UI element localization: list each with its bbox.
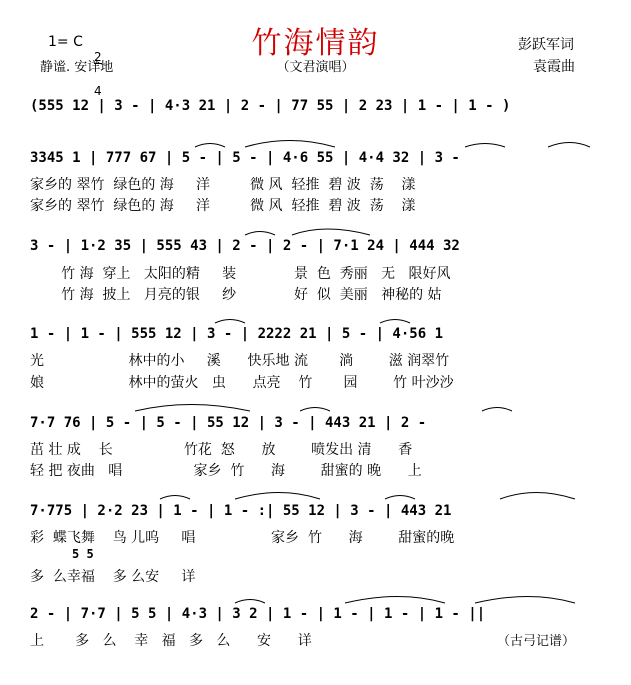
notation-line-4: 1 - | 1 - | 555 12 | 3 - | 2222 21 | 5 - | 4·56 1 (30, 326, 444, 342)
lyric-line-7-verse-1: 上 多 么 幸 福 多 么 安 详 (30, 633, 312, 649)
lyric-line-3-verse-1: 竹 海 穿上 太阳的精 装 景 色 秀丽 无 限好风 (30, 266, 451, 282)
lyric-line-3-verse-2: 竹 海 披上 月亮的银 纱 好 似 美丽 神秘的 姑 (30, 287, 442, 303)
lyric-line-2-verse-1: 家乡的 翠竹 绿色的 海 洋 微 风 轻推 碧 波 荡 漾 (30, 177, 416, 193)
notation-line-7: 2 - | 7·7 | 5 5 | 4·3 | 3 2 | 1 - | 1 - | 1 - | 1 - || (30, 606, 486, 622)
notation-line-3: 3 - | 1·2 35 | 555 43 | 2 - | 2 - | 7·1 24 | 444 32 (30, 238, 460, 254)
variant-notes: 5 5 (72, 547, 94, 561)
lyric-line-5-verse-2: 轻 把 夜曲 唱 家乡 竹 海 甜蜜的 晚 上 (30, 463, 422, 479)
time-signature-top: 2 (94, 50, 102, 64)
time-signature-bottom: 4 (94, 84, 102, 98)
tempo-marking: 静谧. 安详地 (40, 60, 114, 75)
lyric-line-6-verse-2: 多 么幸福 多 么安 详 (30, 569, 196, 585)
song-title: 竹海情韵 (251, 26, 380, 61)
composer-credit: 袁霞曲 (533, 59, 575, 75)
lyric-line-6-verse-1: 彩 蝶飞舞 鸟 儿呜 唱 家乡 竹 海 甜蜜的晚 (30, 530, 455, 546)
key-signature: 1= C (48, 34, 83, 50)
notation-line-5: 7·7 76 | 5 - | 5 - | 55 12 | 3 - | 443 21 | 2 - (30, 415, 427, 431)
singer-credit: （文君演唱） (276, 60, 355, 75)
notation-line-1: (555 12 | 3 - | 4·3 21 | 2 - | 77 55 | 2 23 | 1 - | 1 - ) (30, 98, 511, 114)
lyric-line-4-verse-2: 娘 林中的萤火 虫 点亮 竹 园 竹 叶沙沙 (30, 375, 454, 391)
lyric-line-2-verse-2: 家乡的 翠竹 绿色的 海 洋 微 风 轻推 碧 波 荡 漾 (30, 198, 416, 214)
notation-line-2: 3345 1 | 777 67 | 5 - | 5 - | 4·6 55 | 4·4 32 | 3 - (30, 150, 460, 166)
transcriber-credit: （古弓记谱） (497, 634, 576, 649)
lyricist-credit: 彭跃军词 (518, 37, 574, 53)
notation-line-6: 7·775 | 2·2 23 | 1 - | 1 - :| 55 12 | 3 - | 443 21 (30, 503, 452, 519)
lyric-line-5-verse-1: 茁 壮 成 长 竹花 怒 放 喷发出 清 香 (30, 442, 413, 458)
lyric-line-4-verse-1: 光 林中的小 溪 快乐地 流 淌 滋 润翠竹 (30, 353, 450, 369)
